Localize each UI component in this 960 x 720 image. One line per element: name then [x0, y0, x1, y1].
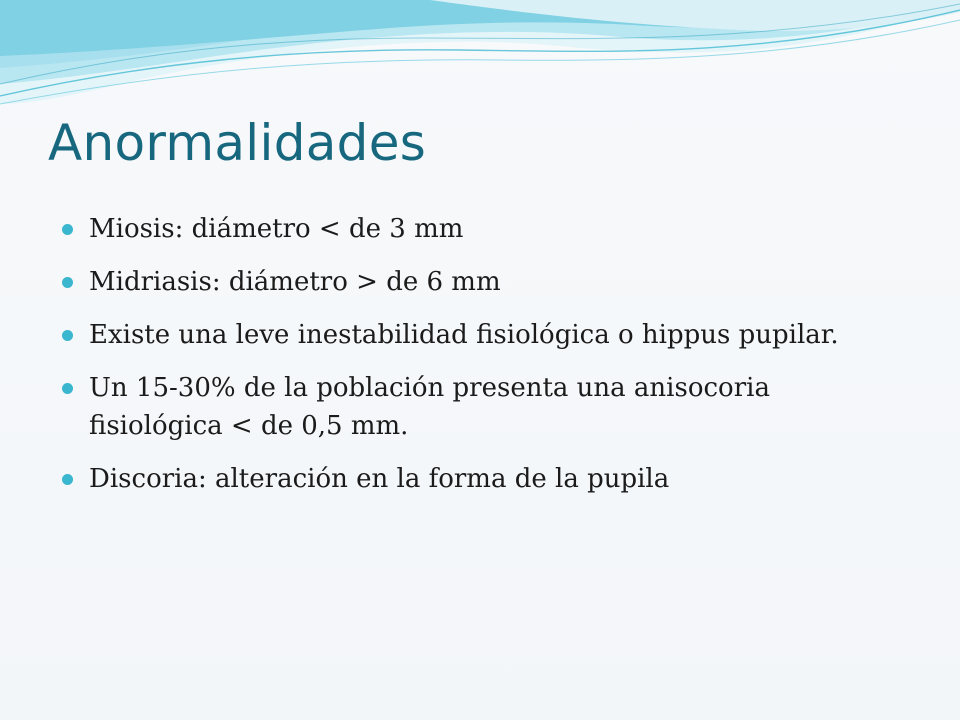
bullet-dot-icon [62, 330, 73, 341]
bullet-item [62, 210, 852, 248]
bullet-item [62, 263, 852, 301]
bullet-dot-icon [62, 383, 73, 394]
bullet-item [62, 369, 852, 445]
bullet-item [62, 316, 852, 354]
bullet-dot-icon [62, 277, 73, 288]
bullet-text: Existe una leve inestabilidad fisiológica o hippus pupilar. [89, 320, 839, 350]
bullet-list [62, 210, 852, 513]
bullet-text: Discoria: alteración en la forma de la pupila [89, 464, 670, 494]
bullet-text: Midriasis: diámetro > de 6 mm [89, 267, 501, 297]
bullet-text: Miosis: diámetro < de 3 mm [89, 214, 464, 244]
header-wave-decoration [0, 0, 960, 120]
bullet-text: Un 15-30% de la población presenta una anisocoria fisiológica < de 0,5 mm. [89, 373, 770, 441]
bullet-dot-icon [62, 474, 73, 485]
bullet-dot-icon [62, 224, 73, 235]
slide-title: Anormalidades [48, 114, 427, 172]
bullet-item [62, 460, 852, 498]
